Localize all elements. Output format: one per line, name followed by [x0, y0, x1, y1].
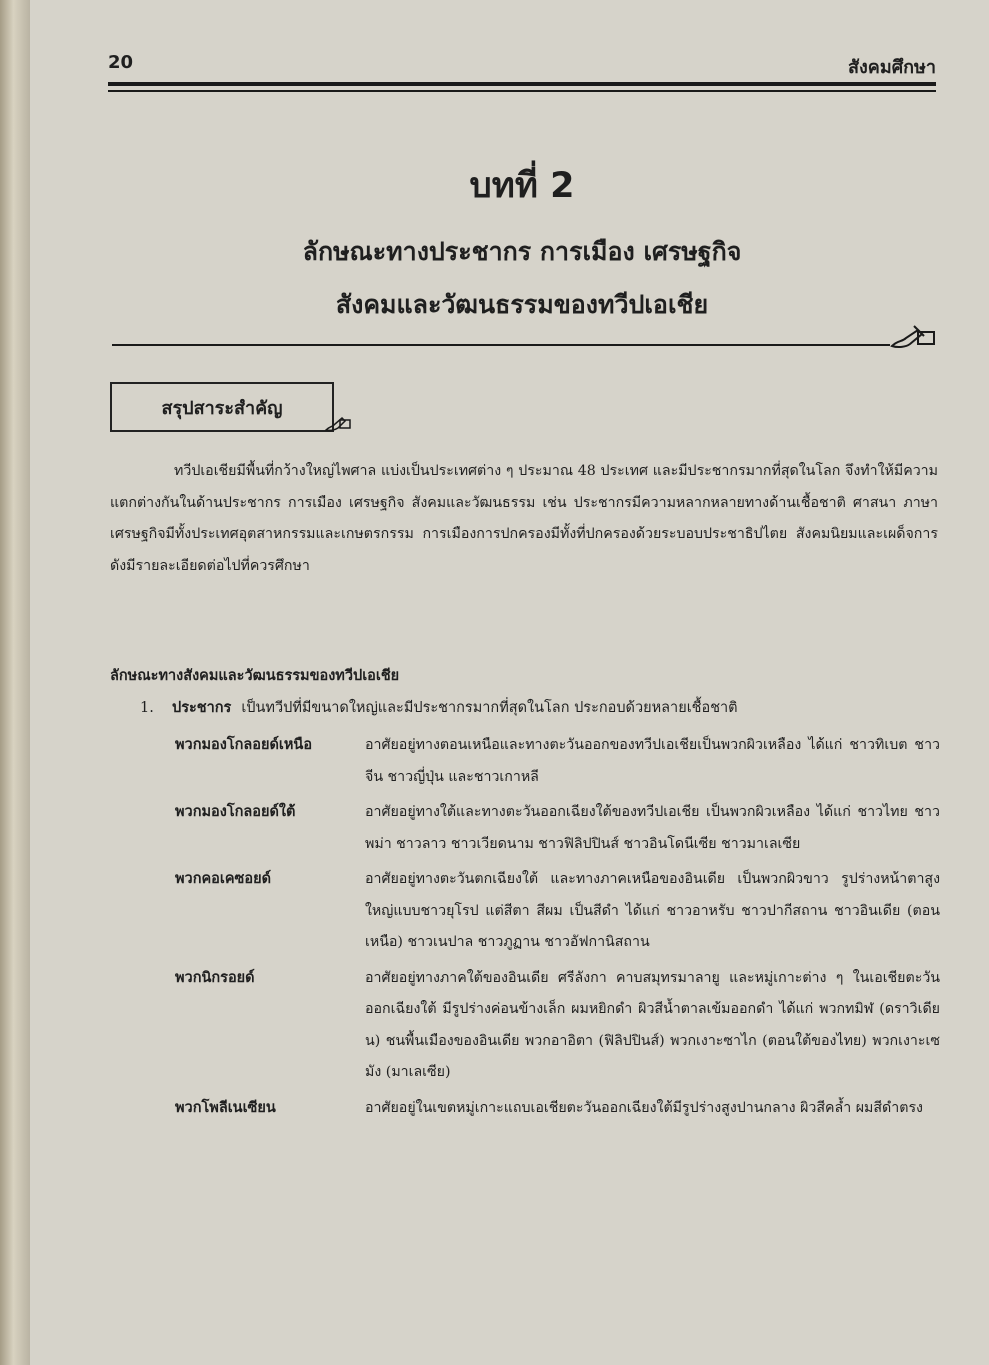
summary-paragraph: ทวีปเอเชียมีพื้นที่กว้างใหญ่ไพศาล แบ่งเป็นประเทศต่าง ๆ ประมาณ 48 ประเทศ และมีประชากรมากที่สุดในโลก จึงทำให้มีความแตกต่างกันในด้านประชากร การเมือง เศรษฐกิจ สังคมและวัฒนธรรม เช่น ประชากรมีความหลากหลายทางด้านเชื้อชาติ ศาสนา ภาษา เศรษฐกิจมีทั้งประเทศอุตสาหกรรมและเกษตรกรรม การเมืองการปกครองมีทั้งที่ปกครองด้วยระบอบประชาธิปไตย สังคมนิยมและเผด็จการ ดังมีรายละเอียดต่อไปที่ควรศึกษา [110, 463, 938, 574]
group-name: พวกคอเคซอยด์ [175, 871, 272, 887]
pen-writing-icon [888, 320, 936, 352]
ethnic-groups-list [175, 730, 940, 1128]
running-header [108, 52, 936, 81]
summary-heading: สรุปสาระสำคัญ [161, 397, 283, 419]
chapter-subtitle-line2: สังคมและวัฒนธรรมของทวีปเอเชีย [335, 290, 709, 319]
group-entry [175, 1093, 940, 1125]
chapter-title: บทที่ 2 [469, 166, 575, 206]
group-description: อาศัยอยู่ทางภาคใต้ของอินเดีย ศรีลังกา คาบสมุทรมาลายู และหมู่เกาะต่าง ๆ ในเอเชียตะวันออกเฉียงใต้ มีรูปร่างค่อนข้างเล็ก ผมหยิกดำ ผิวสีน้ำตาลเข้มออกดำ ได้แก่ พวกทมิฬ (ดราวิเดียน) ชนพื้นเมืองของอินเดีย พวกอาอิตา (ฟิลิปปินส์) พวกเงาะซาไก (ตอนใต้ของไทย) พวกเงาะเซมัง (มาเลเซีย) [365, 969, 940, 1080]
group-entry [175, 864, 940, 959]
section-heading: ลักษณะทางสังคมและวัฒนธรรมของทวีปเอเชีย [110, 668, 400, 684]
group-entry [175, 963, 940, 1089]
group-name: พวกนิกรอยด์ [175, 969, 255, 986]
group-description: อาศัยอยู่ทางตอนเหนือและทางตะวันออกของทวีปเอเชียเป็นพวกผิวเหลือง ได้แก่ ชาวทิเบต ชาวจีน ชาวญี่ปุ่น และชาวเกาหลี [365, 737, 940, 785]
list-item-population [140, 696, 940, 719]
group-description: อาศัยอยู่ทางใต้และทางตะวันออกเฉียงใต้ของทวีปเอเชีย เป็นพวกผิวเหลือง ได้แก่ ชาวไทย ชาวพม่า ชาวลาว ชาวเวียดนาม ชาวฟิลิปปินส์ ชาวอินโดนีเซีย ชาวมาเลเซีย [365, 804, 940, 852]
summary-heading-box [110, 382, 334, 432]
title-rule [112, 344, 890, 346]
group-entry [175, 730, 940, 793]
group-description: อาศัยอยู่ในเขตหมู่เกาะแถบเอเชียตะวันออกเฉียงใต้มีรูปร่างสูงปานกลาง ผิวสีคล้ำ ผมสีดำตรง [365, 1099, 923, 1116]
group-name: พวกมองโกลอยด์ใต้ [175, 804, 296, 820]
book-page-edge [0, 0, 30, 1365]
item-title: ประชากร [172, 699, 232, 716]
item-text: เป็นทวีปที่มีขนาดใหญ่และมีประชากรมากที่สุดในโลก ประกอบด้วยหลายเชื้อชาติ [241, 700, 738, 716]
book-title: สังคมศึกษา [848, 57, 936, 78]
page-number: 20 [108, 52, 134, 73]
header-rule-thick [108, 82, 936, 86]
group-name: พวกโพลีเนเซียน [175, 1099, 276, 1116]
item-number: 1. [140, 700, 154, 716]
group-entry [175, 797, 940, 860]
group-description: อาศัยอยู่ทางตะวันตกเฉียงใต้ และทางภาคเหนือของอินเดีย เป็นพวกผิวขาว รูปร่างหน้าตาสูงใหญ่แบบชาวยุโรป แต่สีตา สีผม เป็นสีดำ ได้แก่ ชาวอาหรับ ชาวปากีสถาน ชาวอินเดีย (ตอนเหนือ) ชาวเนปาล ชาวภูฏาน ชาวอัฟกานิสถาน [365, 871, 940, 950]
chapter-subtitle-line1: ลักษณะทางประชากร การเมือง เศรษฐกิจ [302, 237, 742, 266]
group-name: พวกมองโกลอยด์เหนือ [175, 737, 313, 753]
header-rule-thin [108, 90, 936, 92]
pen-writing-icon-small [324, 412, 352, 434]
